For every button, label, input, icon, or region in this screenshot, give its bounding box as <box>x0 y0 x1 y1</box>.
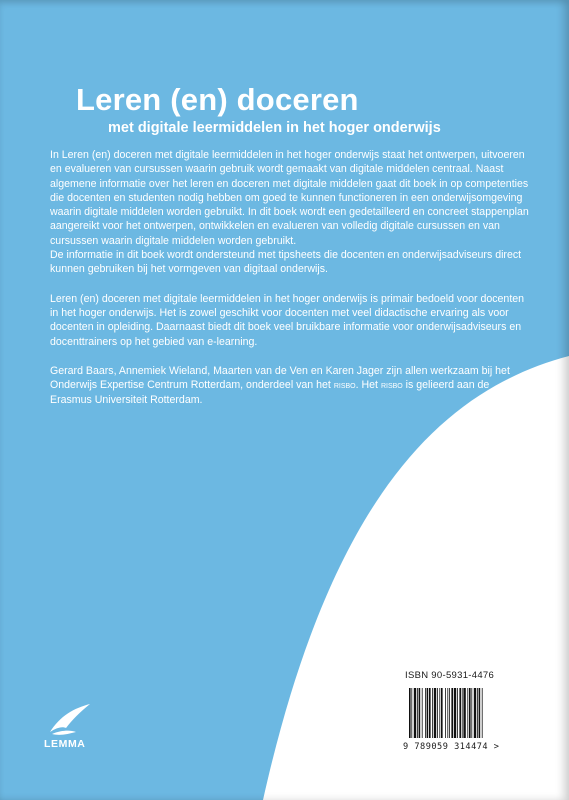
barcode-bar <box>432 688 433 738</box>
barcode-bar <box>479 688 481 738</box>
isbn-label: ISBN 90-5931-4476 <box>405 670 495 681</box>
barcode-bar <box>434 688 436 738</box>
barcode-bar <box>409 688 411 738</box>
authors-paragraph <box>50 364 530 408</box>
barcode-bars <box>409 688 509 738</box>
book-subtitle: met digitale leermiddelen in het hoger onderwijs <box>108 120 441 136</box>
risbo-acronym-1: risbo <box>333 380 356 392</box>
book-title: Leren (en) doceren <box>76 82 359 117</box>
barcode-bar <box>459 688 461 738</box>
authors-text-1: Gerard Baars, Annemiek Wieland, Maarten van de Ven en Karen Jager zijn allen werkzaam bij het Onderwijs Expertise Centrum Rotterdam, onderdeel van het <box>50 364 510 392</box>
barcode <box>397 684 517 760</box>
authors-text-2: . Het <box>355 379 381 392</box>
barcode-bar <box>439 688 440 738</box>
barcode-bar <box>414 688 416 738</box>
barcode-bar <box>463 688 465 738</box>
barcode-bar <box>427 688 429 738</box>
barcode-bar <box>451 688 453 738</box>
barcode-bar <box>462 688 463 738</box>
barcode-bar <box>429 688 431 738</box>
barcode-bar <box>467 688 468 738</box>
barcode-bar <box>425 688 426 738</box>
blurb-text <box>50 148 530 408</box>
blurb-paragraph-3: Leren (en) doceren met digitale leermiddelen in het hoger onderwijs is primair bedoeld voor docenten in het hoger onderwijs. Het is zowel geschikt voor docenten met veel didactische ervaring als voor docenten in opleiding. Daarnaast biedt dit boek veel bruikbare informatie voor onderwijsadviseurs en docenttrainers op het gebied van e-learning. <box>50 292 525 348</box>
barcode-bar <box>471 688 472 738</box>
barcode-bar <box>417 688 418 738</box>
blurb-paragraph-2: De informatie in dit boek wordt ondersteund met tipsheets die docenten en onderwijsadviseurs direct kunnen gebruiken bij het vormgeven van digitaal onderwijs. <box>50 249 522 276</box>
barcode-bar <box>469 688 471 738</box>
barcode-bar <box>477 688 478 738</box>
barcode-bar <box>454 688 456 738</box>
publisher-name: LEMMA <box>44 738 86 750</box>
barcode-bar <box>447 688 448 738</box>
barcode-bar <box>482 688 483 738</box>
barcode-digits: 9 789059 314474 > <box>403 742 500 752</box>
blurb-paragraph-1: In Leren (en) doceren met digitale leermiddelen in het hoger onderwijs staat het ontwerpen, uitvoeren en evalueren van cursussen waarin gebruik wordt gemaakt van digitale middelen centraal. Naast algemene informatie over het leren en doceren met digitale middelen gaat dit boek in op competenties die docenten en studenten nodig hebben om goed te kunnen functioneren in een onderwijsomgeving waarin digitale middelen worden gebruikt. In dit boek wordt een gedetailleerd en concreet stappenplan aangereikt voor het ontwerpen, ontwikkelen en evalueren van volledig digitale cursussen en van cursussen waarin digitale middelen worden gebruikt. <box>50 149 529 247</box>
authors-text-3: is gelieerd aan de Erasmus Universiteit Rotterdam. <box>50 379 490 407</box>
barcode-bar <box>474 688 476 738</box>
barcode-bar <box>449 688 450 738</box>
barcode-bar <box>445 688 446 738</box>
barcode-bar <box>411 688 412 738</box>
barcode-bar <box>437 688 438 738</box>
risbo-acronym-2: risbo <box>380 380 403 392</box>
barcode-bar <box>441 688 443 738</box>
barcode-bar <box>457 688 458 738</box>
barcode-bar <box>422 688 423 738</box>
barcode-bar <box>419 688 421 738</box>
